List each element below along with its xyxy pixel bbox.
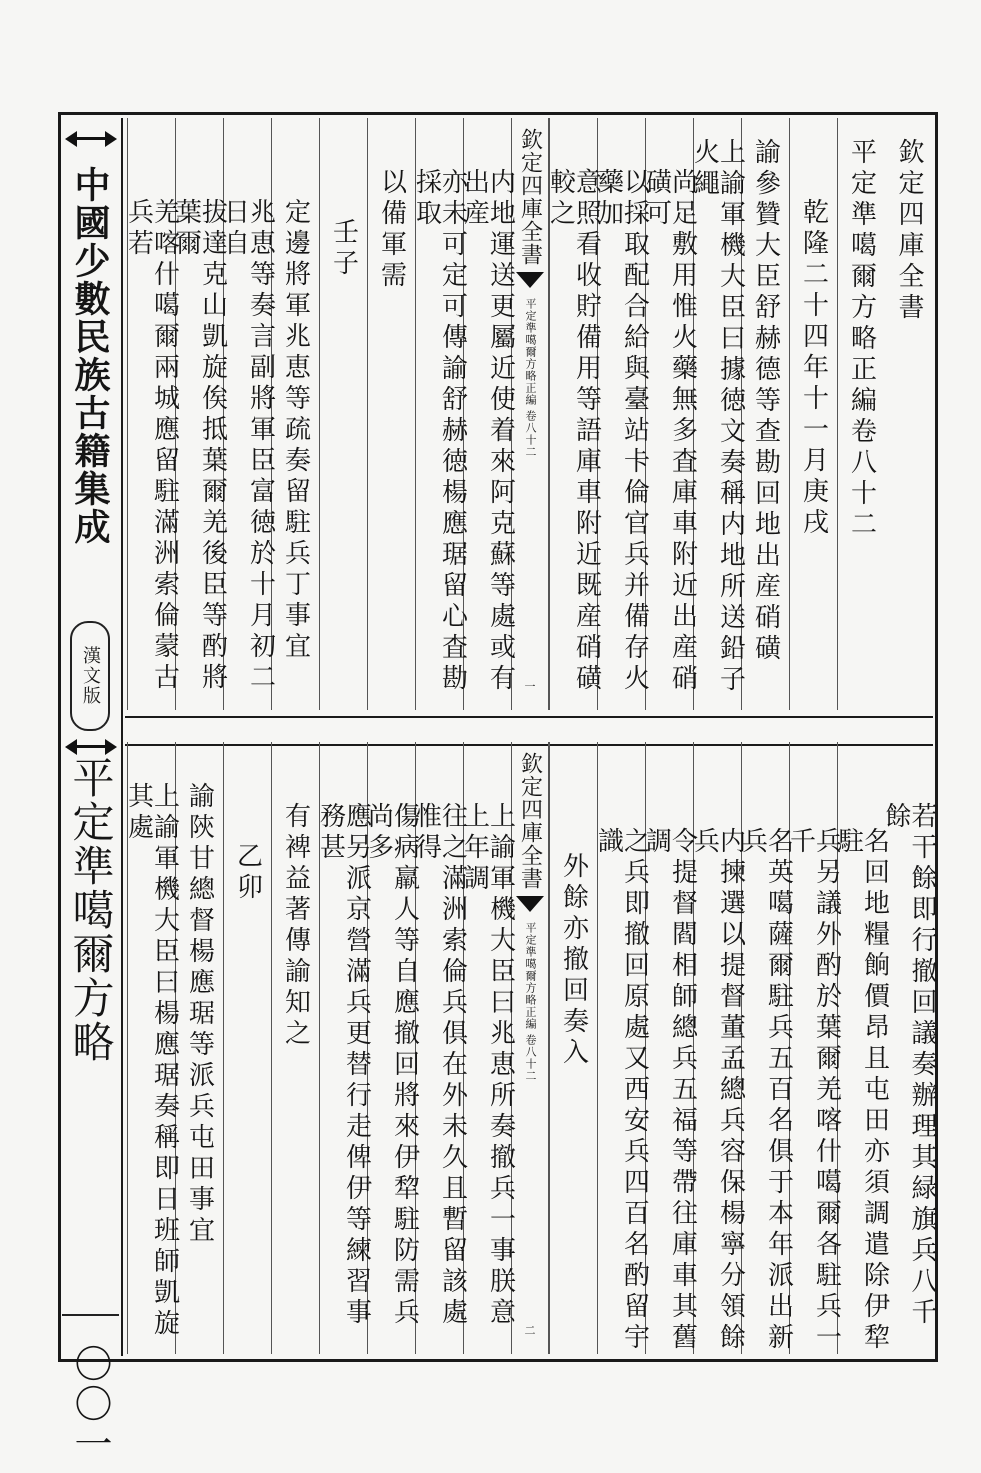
text-column: 名英噶薩爾駐兵五百名俱于本年派出新兵: [741, 742, 789, 1354]
text-column: 羌喀什噶爾兩城應留駐滿洲索倫蒙古兵若: [127, 118, 175, 710]
text-column: 傷病羸人等自應撤回將來伊犂駐防需兵尚多: [367, 742, 415, 1354]
text-column: 令提督閻相師總兵五福等帶往庫車其舊調: [645, 742, 693, 1354]
text-column: 有裨益著傳諭知之: [271, 742, 319, 1354]
text-column: 應另派京營滿兵更替行走俾伊等練習事務甚: [319, 742, 367, 1354]
text-column: 兵另議外酌於葉爾羌喀什噶爾各駐兵一千: [789, 742, 837, 1354]
text-column: 以採取配合給與臺站卡倫官兵并備存火藥加: [597, 118, 645, 710]
book-title: 平定準噶爾方略: [66, 756, 116, 1064]
text-column: 尚足敷用惟火藥無多査庫車附近出産硝磺可: [645, 118, 693, 710]
text-column: 諭陝甘總督楊應琚等派兵屯田事宜: [175, 742, 223, 1354]
edition-badge: 漢文版: [70, 621, 110, 731]
center-margin: 欽定四庫全書 平定準噶爾方略正編 卷八十二 一: [511, 118, 549, 710]
series-strip: [62, 116, 119, 1464]
text-column: 若干餘即行撤回議奏辦理其緑旗兵八千餘: [881, 802, 937, 1329]
text-column: 欽定四庫全書: [894, 138, 924, 324]
strip-divider: [62, 1314, 119, 1316]
text-column: 壬子: [319, 118, 367, 710]
page-number: 〇〇一: [68, 1344, 112, 1464]
text-column: 意照看收貯備用等語庫車附近既産硝磺較之: [549, 118, 597, 710]
text-column: 往之滿洲索倫兵俱在外未久且暫留該處惟得: [415, 742, 463, 1354]
text-column: 平定準噶爾方略正編卷八十二: [837, 118, 885, 710]
text-column: 名回地糧餉價昂且屯田亦須調遣除伊犂駐: [837, 742, 885, 1354]
text-column: 定邊將軍兆恵等疏奏留駐兵丁事宜: [271, 118, 319, 710]
text-column: 上諭軍機大臣曰楊應琚奏稱即日班師凱旋其處: [127, 742, 175, 1354]
top-text-panel: [125, 118, 933, 710]
text-column: 内地運送更屬近使着來阿克蘇等處或有出産: [463, 118, 511, 710]
text-column: 諭參贊大臣舒赫德等查勘回地出産硝磺: [741, 118, 789, 710]
ornament-top-icon: [62, 130, 119, 146]
text-column: 乾隆二十四年十一月庚戌: [789, 118, 837, 710]
fish-tail-icon: [516, 896, 544, 912]
text-column: 亦未可定可傳諭舒赫徳楊應琚留心査勘採取: [415, 118, 463, 710]
text-column: 兆恵等奏言副將軍臣富徳於十月初二日自: [223, 118, 271, 710]
text-column: 外餘亦撤回奏入: [549, 742, 597, 1354]
panel-divider-top: [125, 716, 933, 718]
text-column: 拔達克山凱旋俟抵葉爾羌後臣等酌將葉爾: [175, 118, 223, 710]
text-column: 之兵即撤回原處又西安兵四百名酌留宇識: [597, 742, 645, 1354]
series-title: 中國少數民族古籍集成: [69, 166, 111, 546]
ornament-middle-icon: [62, 738, 119, 754]
text-column: 乙卯: [223, 742, 271, 1354]
fish-tail-icon: [516, 272, 544, 288]
bottom-text-panel: [123, 742, 937, 1354]
text-column: 上諭軍機大臣曰據徳文奏稱内地所送鉛子火繩: [693, 118, 741, 710]
text-column: 以備軍需: [367, 118, 415, 710]
center-margin: 欽定四庫全書 平定準噶爾方略正編 卷八十二 二: [511, 742, 549, 1354]
text-column: 内揀選以提督董孟總兵容保楊寧分領餘兵: [693, 742, 741, 1354]
text-column: 上諭軍機大臣曰兆恵所奏撤兵一事朕意上年調: [463, 742, 511, 1354]
